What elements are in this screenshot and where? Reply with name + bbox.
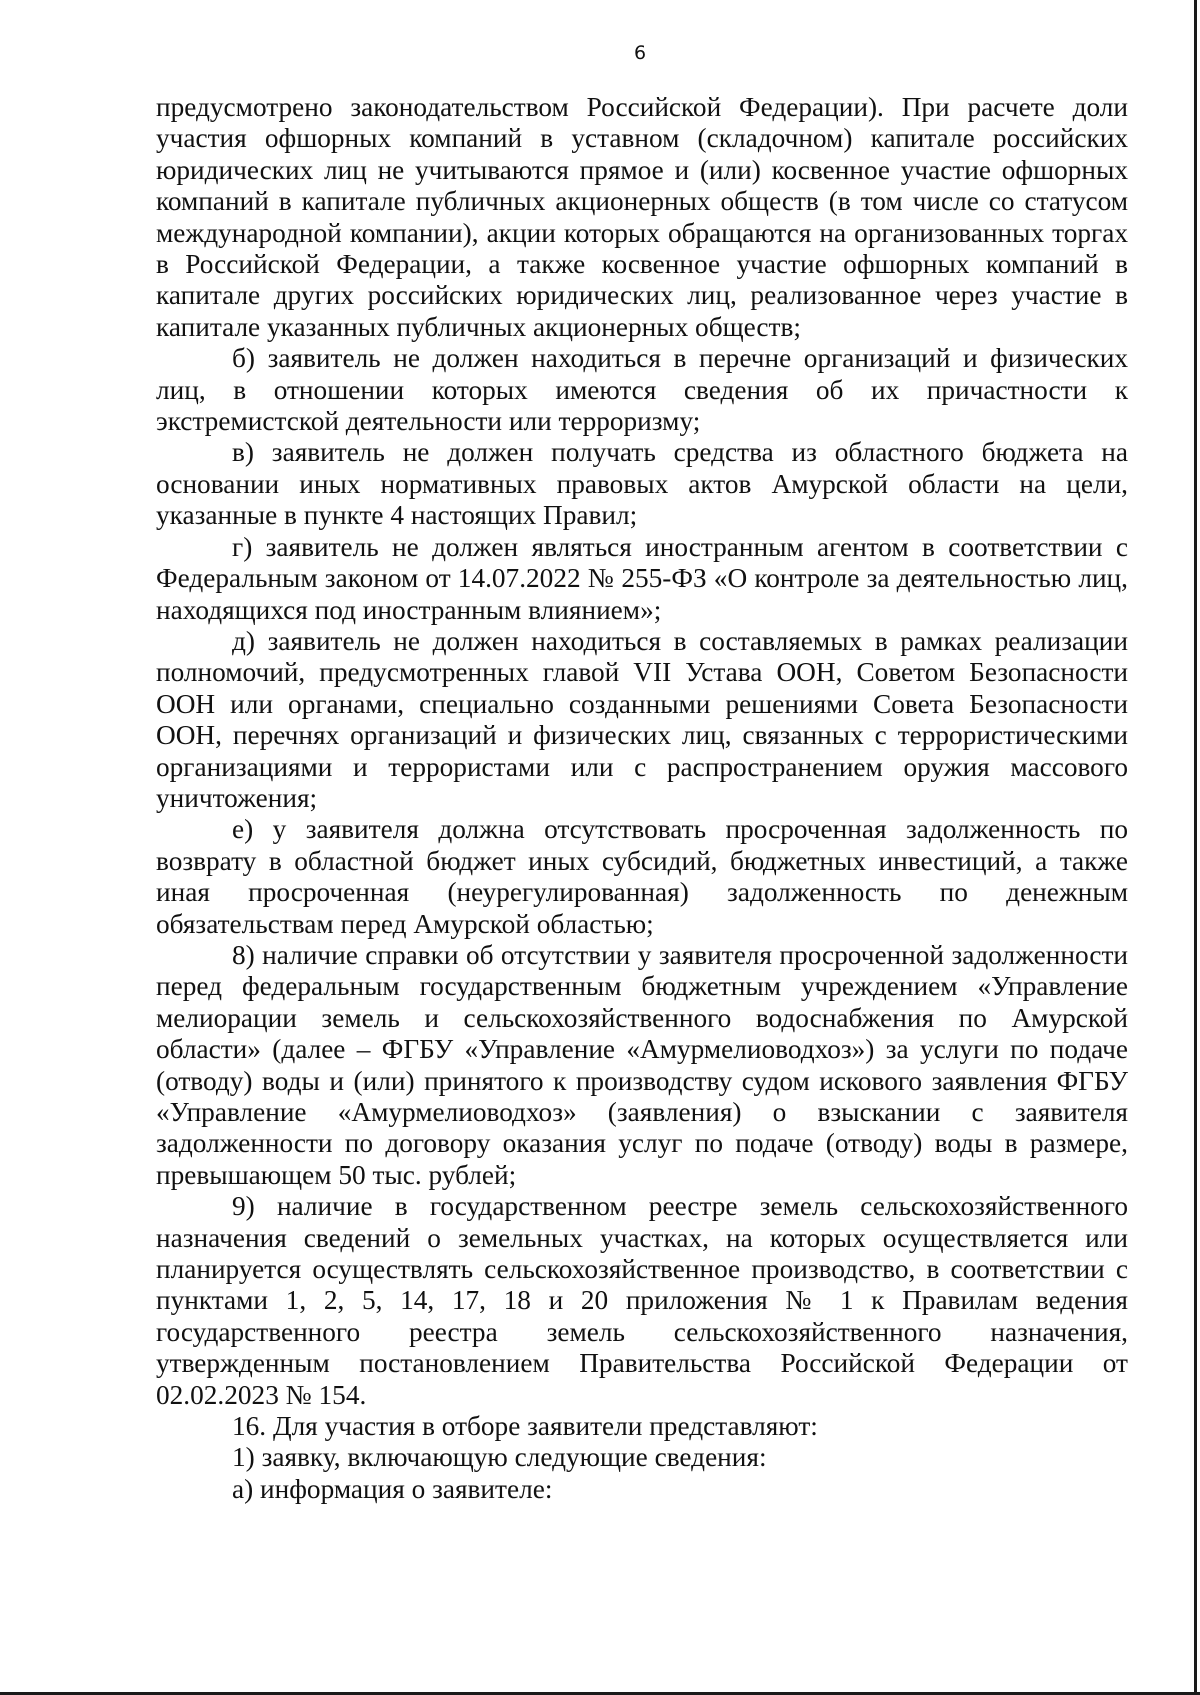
paragraph-item-9: 9) наличие в государственном реестре земель сельскохозяйственного назначения сведений о земельных участках, на которых осуществляется или планируется осуществлять сельскохозяйственное производство, в соответствии с пунктами 1, 2, 5, 14, 17, 18 и 20 приложения № 1 к Правилам ведения государственного реестра земель сельскохозяйственного назначения, утвержденным постановлением Правительства Российской Федерации от 02.02.2023 № 154. [156, 1191, 1128, 1410]
paragraph-item-d: д) заявитель не должен находиться в составляемых в рамках реализации полномочий, предусмотренных главой VII Устава ООН, Советом Безопасности ООН или органами, специально созданными решениями Совета Безопасности ООН, перечнях организаций и физических лиц, связанных с террористическими организациями и террористами или с распространением оружия массового уничтожения; [156, 625, 1128, 813]
paragraph-item-e: е) у заявителя должна отсутствовать просроченная задолженность по возврату в областной бюджет иных субсидий, бюджетных инвестиций, а также иная просроченная (неурегулированная) задолженность по денежным обязательствам перед Амурской областью; [156, 814, 1128, 939]
paragraph-section-16: 16. Для участия в отборе заявители представляют: [232, 1411, 818, 1442]
paragraph-item-8: 8) наличие справки об отсутствии у заявителя просроченной задолженности перед федеральным государственным бюджетным учреждением «Управление мелиорации земель и сельскохозяйственного водоснабжения по Амурской области» (далее – ФГБУ «Управление «Амурмелиоводхоз») за услуги по подаче (отводу) воды и (или) принятого к производству судом искового заявления ФГБУ «Управление «Амурмелиоводхоз» (заявления) о взыскании с заявителя задолженности по договору оказания услуг по подаче (отводу) воды в размере, превышающем 50 тыс. рублей; [156, 939, 1128, 1190]
paragraph-item-1: 1) заявку, включающую следующие сведения: [232, 1442, 767, 1473]
paragraph-item-g: г) заявитель не должен являться иностранным агентом в соответствии с Федеральным законом от 14.07.2022 № 255-ФЗ «О контроле за деятельностью лиц, находящихся под иностранным влиянием»; [156, 531, 1128, 625]
paragraph-offshore-participation: предусмотрено законодательством Российской Федерации). При расчете доли участия офшорных компаний в уставном (складочном) капитале российских юридических лиц не учитываются прямое и (или) косвенное участие офшорных компаний в капитале публичных акционерных обществ (в том числе со статусом международной компании), акции которых обращаются на организованных торгах в Российской Федерации, а также косвенное участие офшорных компаний в капитале других российских юридических лиц, реализованное через участие в капитале указанных публичных акционерных обществ; [156, 92, 1128, 342]
paragraph-item-v: в) заявитель не должен получать средства из областного бюджета на основании иных нормативных правовых актов Амурской области на цели, указанные в пункте 4 настоящих Правил; [156, 437, 1128, 531]
paragraph-item-a: а) информация о заявителе: [232, 1473, 553, 1504]
page-number: 6 [633, 42, 647, 64]
paragraph-item-b: б) заявитель не должен находиться в перечне организаций и физических лиц, в отношении которых имеются сведения об их причастности к экстремистской деятельности или терроризму; [156, 343, 1128, 437]
document-body [156, 92, 1128, 1505]
scan-edge-right [1194, 0, 1197, 1695]
